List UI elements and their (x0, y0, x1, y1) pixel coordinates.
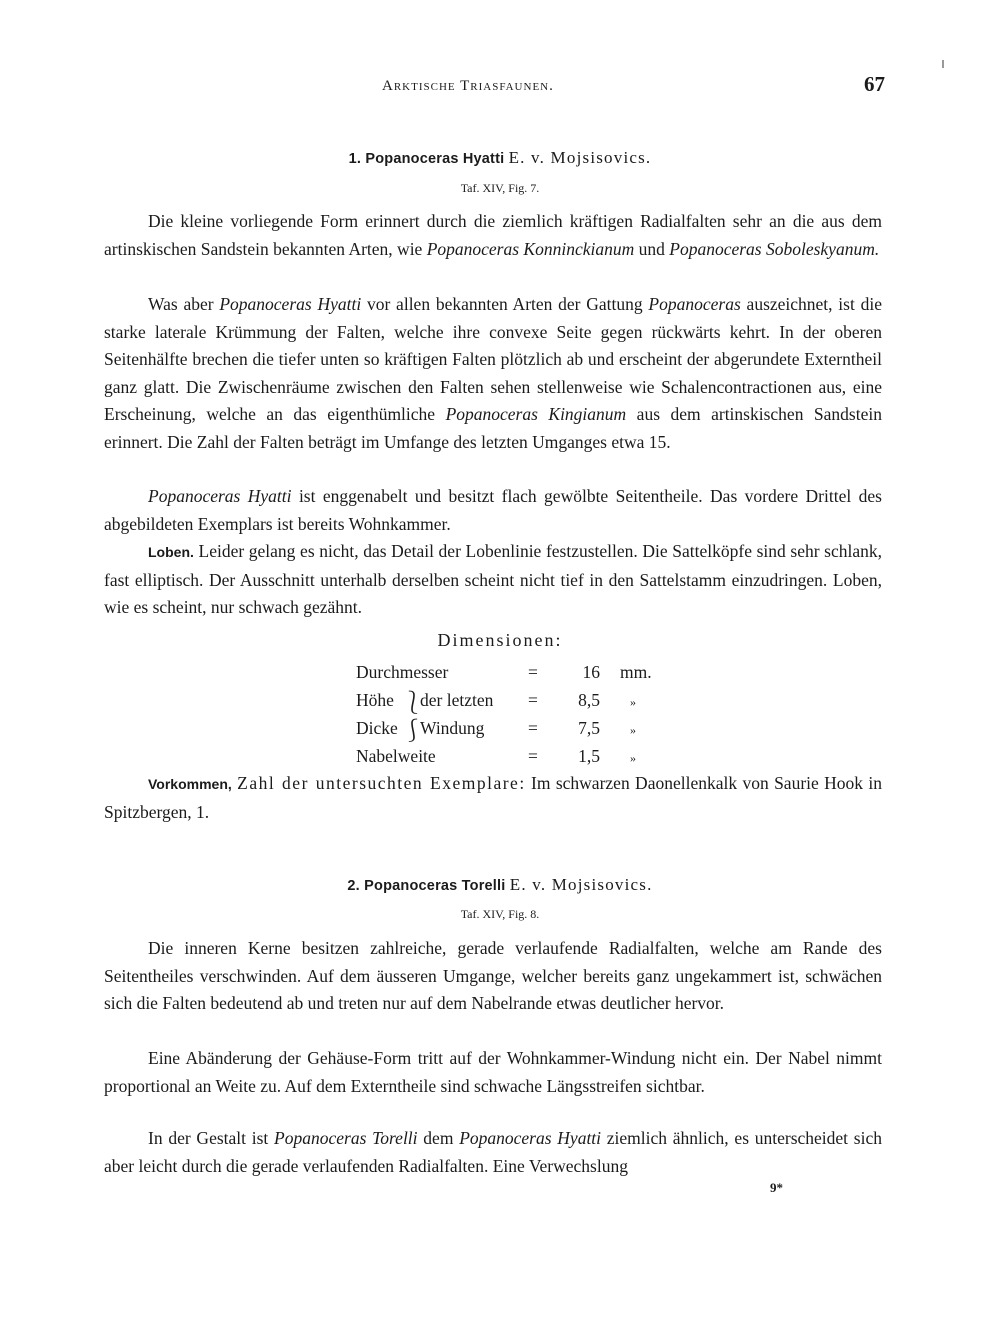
dimension-sublabel: Windung (420, 718, 485, 738)
section-1-paragraph-vorkommen (104, 770, 882, 826)
brace-glyph: ⎱ (402, 690, 425, 715)
dimension-row (356, 742, 676, 770)
dimension-row (356, 658, 676, 686)
dimension-value: 1,5 (578, 746, 600, 766)
text-run: Die kleine vorliegende Form erinnert durch die ziemlich kräftigen Radialfalten sehr an die aus dem artinskischen Sandstein bekannten Arten, wie (104, 211, 882, 259)
dimension-unit: » (630, 695, 636, 709)
taxon-name: Popanoceras Hyatti (459, 1128, 602, 1148)
section-2-heading (0, 875, 1000, 895)
dimensions-table (356, 658, 676, 770)
taxon-name: Popanoceras Hyatti (148, 486, 292, 506)
section-2-plate-ref: Taf. XIV, Fig. 8. (460, 907, 540, 921)
text-run: auszeichnet, ist die starke laterale Krümmung der Falten, welche ihre convexe Seite gegen rückwärts kehrt. In der oberen Seitenhälfte brechen die tiefer unten so kräftigen Falten plötzlich ab und erscheint der abgerundete Externtheil ganz glatt. Die Zwischenräume zwischen den Falten sehen stellenweise wie Schalencontractionen aus, eine Erscheinung, welche an das eigenthümliche (104, 294, 882, 424)
dimension-unit: » (630, 723, 636, 737)
taxon-name: Popanoceras Soboleskyanum. (669, 238, 880, 259)
section-1-heading (0, 148, 1000, 168)
equals-sign: = (528, 662, 538, 682)
text-run: In der Gestalt ist (148, 1128, 275, 1148)
dimension-value: 16 (582, 662, 600, 682)
text-run: Was aber (148, 294, 220, 314)
text-run: und (634, 238, 670, 259)
dimension-value: 7,5 (578, 718, 600, 738)
section-1-paragraph-3 (104, 483, 882, 538)
dimensions-title: Dimensionen: (437, 630, 563, 650)
run-in-heading: Loben. (148, 544, 194, 560)
section-2-species: Popanoceras Torelli (364, 878, 506, 894)
text-run: aus dem artinskischen Sandstein erinnert. Die Zahl der Falten beträgt im Umfange des letzten Umganges etwa 15. (104, 404, 882, 452)
section-2-number: 2. (347, 878, 360, 894)
section-2-paragraph-3 (104, 1125, 882, 1180)
equals-sign: = (528, 690, 538, 710)
taxon-name: Popanoceras Torelli (274, 1128, 418, 1148)
text-run: ist enggenabelt und besitzt flach gewölbte Seitentheile. Das vordere Drittel des abgebildeten Exemplars ist bereits Wohnkammer. (104, 486, 882, 534)
text-run: Die inneren Kerne besitzen zahlreiche, gerade verlaufende Radialfalten, welche am Rande des Seitentheiles verschwinden. Auf dem äusseren Umgange, welcher bereits ganz ungekammert ist, schwächen sich die Falten bedeutend ab und treten nur auf dem Nabelrande etwas deutlicher hervor. (104, 938, 882, 1013)
text-run: Leider gelang es nicht, das Detail der Lobenlinie festzustellen. Die Sattelköpfe sind sehr schlank, fast elliptisch. Der Ausschnitt unterhalb derselben scheint nicht tief in den Sattelstamm einzudringen. Loben, wie es scheint, nur schwach gezähnt. (104, 541, 882, 617)
equals-sign: = (528, 746, 538, 766)
dimension-label: Höhe (356, 690, 394, 710)
running-head-title: Arktische Triasfaunen. (382, 78, 554, 94)
text-run: vor allen bekannten Arten der Gattung (361, 294, 649, 314)
taxon-name: Popanoceras Kingianum (445, 404, 627, 424)
dimension-label: Durchmesser (356, 662, 449, 682)
taxon-name: Popanoceras Hyatti (219, 294, 362, 314)
section-1-author: E. v. Mojsisovics. (508, 148, 652, 167)
text-run: ziemlich ähnlich, es unterscheidet sich aber leicht durch die gerade verlaufenden Radialfalten. Eine Verwechslung (104, 1128, 882, 1176)
section-1-paragraph-loben (104, 538, 882, 622)
section-1-plate-ref: Taf. XIV, Fig. 7. (460, 181, 540, 195)
section-1-paragraph-1 (104, 208, 882, 263)
section-1-species: Popanoceras Hyatti (365, 151, 505, 167)
spaced-text: Zahl der untersuchten Exemplare: (237, 773, 526, 793)
scan-speck (942, 60, 944, 68)
dimension-row (356, 686, 676, 714)
run-in-heading: Vorkommen, (148, 776, 232, 792)
dimension-sublabel: der letzten (420, 690, 494, 710)
taxon-name: Popanoceras Konninckianum (426, 238, 635, 259)
section-2-paragraph-2 (104, 1045, 882, 1100)
section-1-number: 1. (348, 151, 362, 167)
dimension-unit: » (630, 751, 636, 765)
dimension-label: Dicke (356, 718, 398, 738)
equals-sign: = (528, 718, 538, 738)
text-run: Im schwarzen Daonellenkalk von Saurie Hook in Spitzbergen, 1. (104, 773, 882, 822)
section-2-paragraph-1 (104, 935, 882, 1018)
text-run: Eine Abänderung der Gehäuse-Form tritt auf der Wohnkammer-Windung nicht ein. Der Nabel nimmt proportional an Weite zu. Auf dem Externtheile sind schwache Längsstreifen sichtbar. (104, 1048, 882, 1096)
section-2-author: E. v. Mojsisovics. (509, 875, 653, 894)
page-number: 67 (864, 72, 885, 96)
dimension-row (356, 714, 676, 742)
dimension-value: 8,5 (578, 690, 600, 710)
text-run: dem (417, 1128, 460, 1148)
brace-glyph: ⎰ (402, 718, 425, 743)
taxon-name: Popanoceras (648, 294, 741, 314)
dimension-unit: mm. (620, 662, 652, 682)
dimension-label: Nabelweite (356, 746, 436, 766)
section-1-paragraph-2 (104, 291, 882, 456)
folio-signature: 9* (770, 1180, 783, 1195)
